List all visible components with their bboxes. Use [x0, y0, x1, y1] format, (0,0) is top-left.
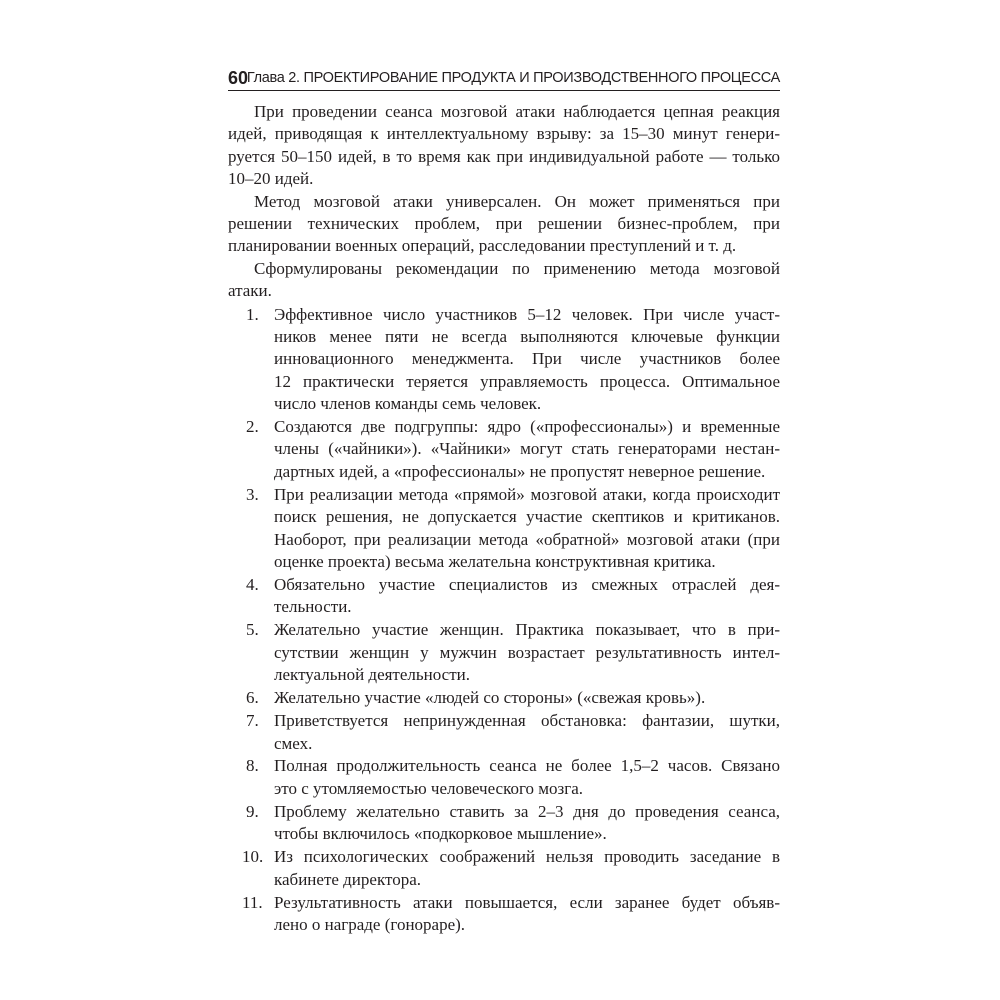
text-line: При реализации метода «прямой» мозговой атаки, когда происходит [274, 484, 780, 504]
text-line: руется 50–150 идей, в то время как при индивидуальной работе — только [228, 146, 780, 166]
text-line: Желательно участие женщин. Практика показывает, что в при- [274, 620, 780, 640]
text-line: атаки. [228, 281, 272, 301]
text-line: Обязательно участие специалистов из смежных отраслей дея- [274, 574, 780, 594]
list-item [228, 574, 780, 619]
list-item [228, 710, 780, 755]
list-item [228, 755, 780, 800]
chapter-title: Глава 2. ПРОЕКТИРОВАНИЕ ПРОДУКТА И ПРОИЗВОДСТВЕННОГО ПРОЦЕССА [246, 70, 780, 86]
text-line: Эффективное число участников 5–12 человек. При числе участ- [274, 304, 780, 324]
list-item-number: 4. [246, 574, 259, 594]
paragraph [228, 191, 780, 258]
text-line: это с утомляемостью человеческого мозга. [274, 778, 584, 798]
list-item-number: 3. [246, 484, 259, 504]
text-line: оценке проекта) весьма желательна конструктивная критика. [274, 552, 716, 571]
list-item-number: 1. [246, 304, 259, 324]
paragraph [228, 101, 780, 191]
list-item-number: 5. [246, 620, 259, 640]
page-body [228, 101, 780, 937]
text-line: планировании военных операций, расследовании преступлений и т. д. [228, 236, 737, 256]
text-line: члены («чайники»). «Чайники» могут стать генераторами нестан- [274, 439, 780, 459]
list-item-number: 8. [246, 756, 259, 776]
list-item-number: 7. [246, 711, 259, 731]
list-item [228, 416, 780, 483]
text-line: лектуальной деятельности. [274, 665, 470, 685]
text-line: решении технических проблем, при решении бизнес-проблем, при [228, 213, 780, 233]
page-number: 60 [228, 68, 249, 88]
list-item [228, 892, 780, 937]
text-line: Проблему желательно ставить за 2–3 дня до проведения сеанса, [274, 801, 780, 821]
text-line: сутствии женщин у мужчин возрастает результативность интел- [274, 642, 780, 662]
list-item [228, 484, 780, 574]
text-line: 12 практически теряется управляемость процесса. Оптимальное [274, 371, 780, 391]
text-line: кабинете директора. [274, 869, 421, 889]
list-item-number: 9. [246, 801, 259, 821]
running-header [228, 68, 780, 91]
text-line: Из психологических соображений нельзя проводить заседание в [274, 847, 780, 867]
list-item [228, 304, 780, 416]
text-line: Создаются две подгруппы: ядро («профессионалы») и временные [274, 417, 780, 437]
list-item [228, 619, 780, 686]
text-line: Наоборот, при реализации метода «обратной» мозговой атаки (при [274, 529, 780, 549]
text-line: чтобы включилось «подкорковое мышление». [274, 824, 607, 844]
text-line: 10–20 идей. [228, 169, 314, 189]
list-item [228, 687, 780, 709]
paragraph [228, 258, 780, 303]
text-line: Желательно участие «людей со стороны» («свежая кровь»). [274, 688, 706, 708]
text-line: инновационного менеджмента. При числе участников более [274, 349, 780, 369]
recommendations-list [228, 304, 780, 937]
text-line: ников менее пяти не всегда выполняются ключевые функции [274, 326, 780, 346]
text-line: тельности. [274, 597, 352, 617]
text-line: дартных идей, а «профессионалы» не пропустят неверное решение. [274, 461, 766, 481]
text-line: поиск решения, не допускается участие скептиков и критиканов. [274, 507, 780, 527]
list-item [228, 846, 780, 891]
text-line: Полная продолжительность сеанса не более 1,5–2 часов. Связано [274, 756, 780, 776]
text-line: число членов команды семь человек. [274, 394, 542, 414]
list-item-number: 10. [242, 847, 264, 867]
text-line: Результативность атаки повышается, если заранее будет объяв- [274, 892, 780, 912]
list-item-number: 6. [246, 688, 259, 708]
list-item [228, 801, 780, 846]
text-line: Приветствуется непринужденная обстановка: фантазии, шутки, [274, 711, 780, 731]
text-line: смех. [274, 733, 313, 753]
text-line: Сформулированы рекомендации по применению метода мозговой [254, 258, 780, 278]
text-line: Метод мозговой атаки универсален. Он может применяться при [254, 191, 780, 211]
text-line: идей, приводящая к интеллектуальному взрыву: за 15–30 минут генери- [228, 124, 780, 144]
text-line: лено о награде (гонораре). [274, 915, 466, 934]
list-item-number: 2. [246, 417, 259, 437]
list-item-number: 11. [242, 892, 263, 912]
text-line: При проведении сеанса мозговой атаки наблюдается цепная реакция [254, 102, 780, 121]
